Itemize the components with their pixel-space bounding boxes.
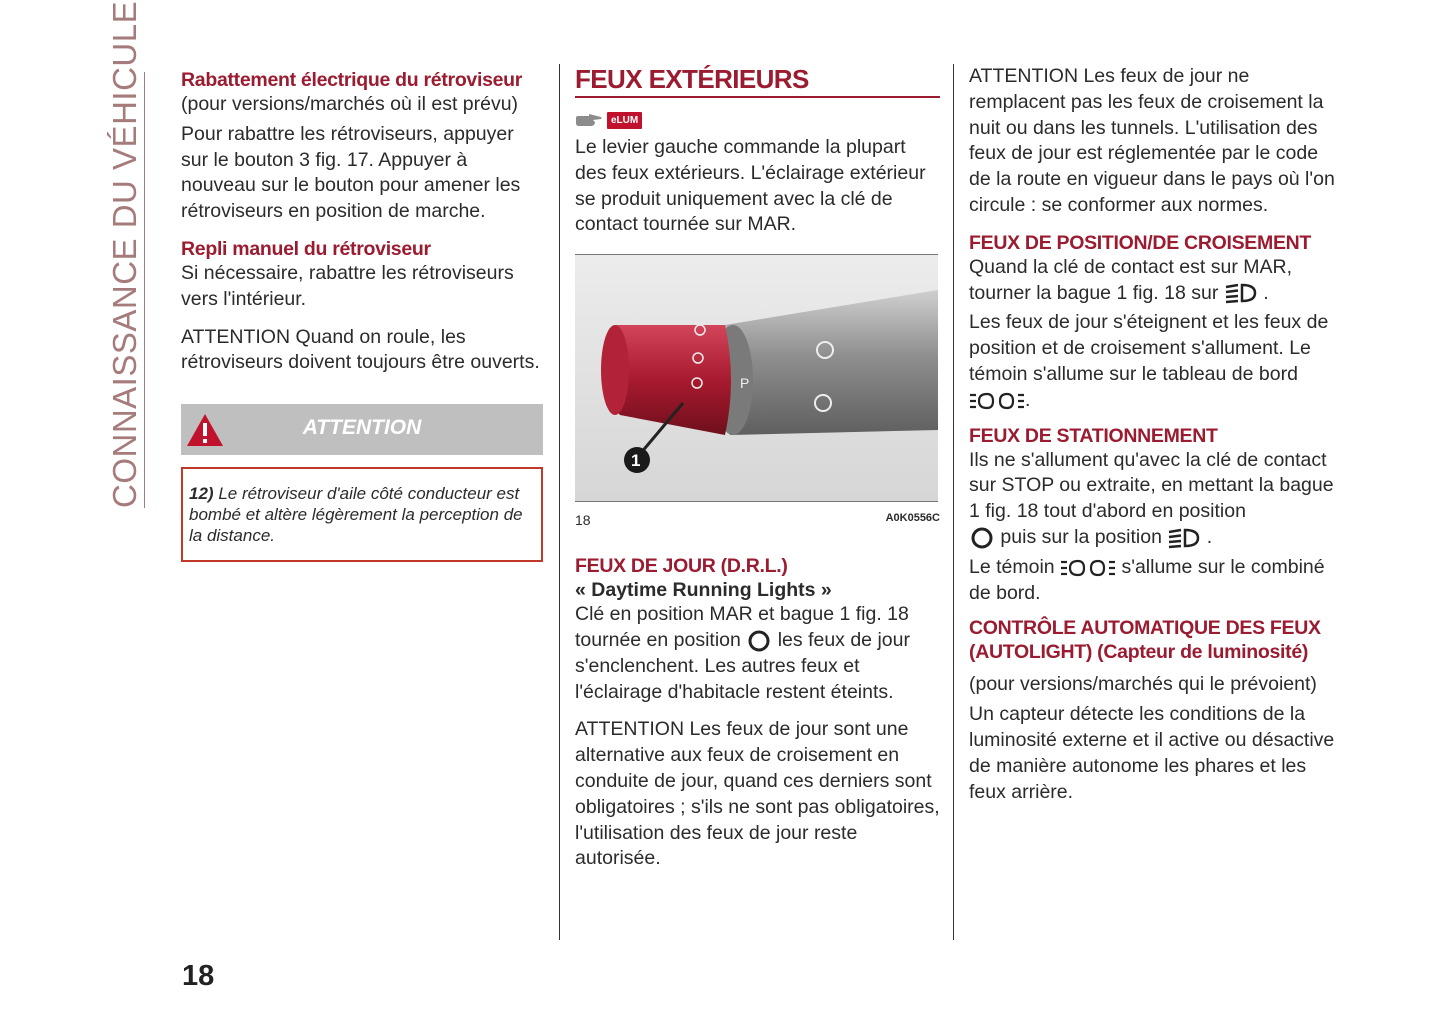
svg-text:P: P	[740, 375, 750, 392]
paragraph: ATTENTION Les feux de jour ne remplacent pas les feux de croisement la nuit ou dans les tunnels. L'utilisation des feux de jour est réglementée par le code de la route en vigueur dans le pays où l'on circule : se conformer aux normes.	[969, 65, 1335, 216]
elum-marker	[575, 112, 940, 129]
heading-parking-lights: FEUX DE STATIONNEMENT	[969, 424, 1218, 447]
paragraph: ATTENTION Les feux de jour sont une alternative aux feux de croisement en conduite de jour, quand ces derniers sont obligatoires ; s'ils ne sont pas obligatoires, l'utilisation des feux de jour reste autorisée.	[575, 718, 940, 870]
note-box	[181, 467, 543, 562]
page-number: 18	[182, 960, 215, 992]
pointing-hand-icon	[575, 113, 603, 129]
attention-label: ATTENTION	[302, 416, 422, 440]
paragraph: Le levier gauche commande la plupart des feux extérieurs. L'éclairage extérieur se produit uniquement avec la clé de contact tournée sur MAR.	[575, 136, 926, 236]
figure-lever	[575, 254, 938, 502]
column-2	[575, 64, 940, 880]
paragraph: Clé en position MAR et bague 1 fig. 18 tournée en position les feux de jour s'enclenchent. Les autres feux et l'éclairage d'habitacle restent éteints.	[575, 603, 910, 703]
column-divider	[559, 64, 560, 940]
low-beam-icon	[1167, 527, 1201, 549]
paragraph: (pour versions/marchés où il est prévu)	[181, 93, 519, 115]
column-divider	[953, 64, 954, 940]
off-circle-icon	[746, 630, 772, 652]
heading-electric-folding: Rabattement électrique du rétroviseur	[181, 69, 523, 91]
figure-callout: 1	[631, 451, 641, 471]
heading-position-lights: FEUX DE POSITION/DE CROISEMENT	[969, 231, 1312, 254]
figure-code: A0K0556C	[885, 512, 940, 525]
paragraph: Le témoin s'allume sur le combiné de bord.	[969, 555, 1325, 604]
paragraph: Quand la clé de contact est sur MAR, tourner la bague 1 fig. 18 sur .	[969, 255, 1292, 304]
paragraph: Si nécessaire, rabattre les rétroviseurs vers l'intérieur.	[181, 261, 514, 310]
paragraph: Un capteur détecte les conditions de la luminosité externe et il active ou désactive de manière autonome les phares et les feux arrière.	[969, 703, 1335, 803]
section-title: FEUX EXTÉRIEURS	[575, 64, 940, 98]
paragraph: Ils ne s'allument qu'avec la clé de contact sur STOP ou extraite, en mettant la bague 1 fig. 18 tout d'abord en position puis sur la position .	[969, 448, 1334, 548]
side-section-title: CONNAISSANCE DU VÉHICULE	[106, 0, 143, 508]
heading-drl: FEUX DE JOUR (D.R.L.)	[575, 555, 788, 578]
heading-drl-sub: « Daytime Running Lights »	[575, 579, 832, 602]
paragraph: Les feux de jour s'éteignent et les feux de position et de croisement s'allument. Le témoin s'allume sur le tableau de bord .	[969, 311, 1329, 411]
paragraph: (pour versions/marchés qui le prévoient)	[969, 673, 1317, 696]
figure-number: 18	[575, 512, 591, 529]
heading-autolight: CONTRÔLE AUTOMATIQUE DES FEUX (AUTOLIGHT) (Capteur de luminosité)	[969, 617, 1321, 664]
note-number: 12)	[189, 484, 214, 504]
position-light-telltale-icon	[969, 390, 1025, 412]
off-circle-icon	[969, 527, 995, 549]
column-1	[181, 64, 543, 562]
side-rule	[144, 72, 145, 508]
note-text: Le rétroviseur d'aile côté conducteur est bombé et altère légèrement la perception de la distance.	[189, 484, 523, 546]
attention-bar	[181, 404, 543, 455]
elum-badge: eLUM	[607, 112, 642, 129]
light-lever-illustration	[575, 255, 938, 501]
column-3	[969, 64, 1339, 813]
paragraph: Pour rabattre les rétroviseurs, appuyer sur le bouton 3 fig. 17. Appuyer à nouveau sur le bouton pour amener les rétroviseurs en position de marche.	[181, 122, 521, 223]
heading-manual-folding: Repli manuel du rétroviseur	[181, 237, 431, 260]
position-light-telltale-icon	[1060, 557, 1116, 579]
low-beam-icon	[1224, 282, 1258, 304]
paragraph: ATTENTION Quand on roule, les rétroviseurs doivent toujours être ouverts.	[181, 325, 540, 374]
figure-caption	[575, 512, 940, 528]
